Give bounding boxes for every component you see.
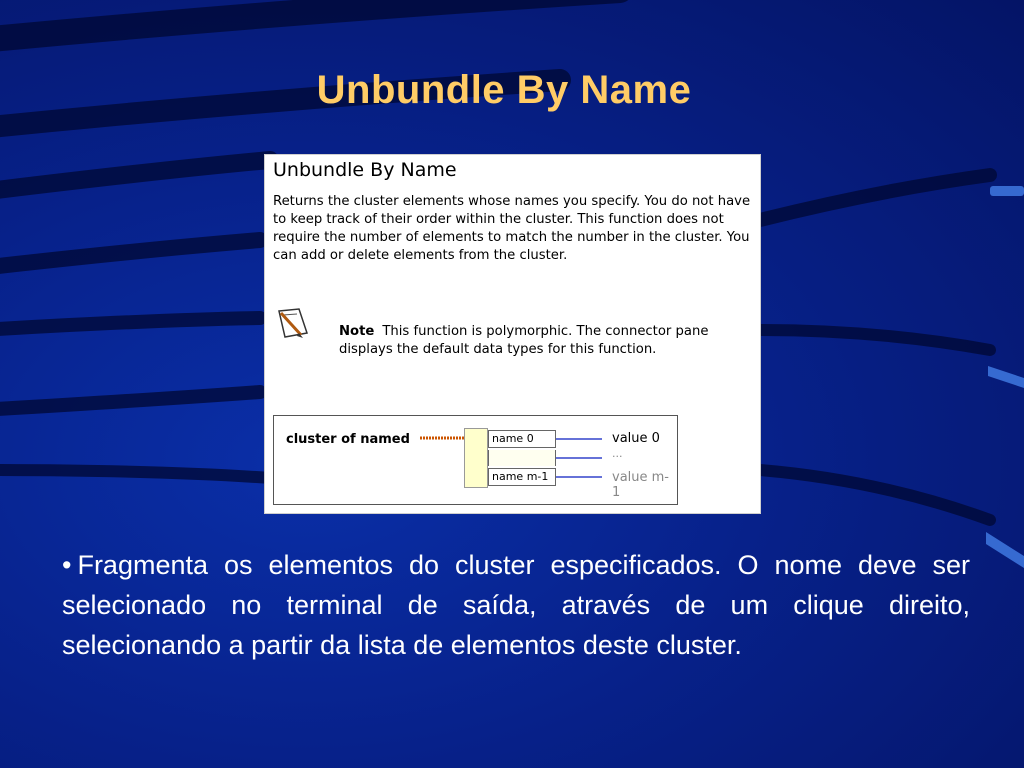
help-title: Unbundle By Name (273, 159, 457, 181)
note-text: This function is polymorphic. The connector pane displays the default data types for this function. (339, 324, 709, 357)
help-description: Returns the cluster elements whose names you specify. You do not have to keep track of their order within the cluster. This function does not require the number of elements to match the number in the cluster. You can add or delete elements from the cluster. (273, 194, 751, 263)
name-terminal-middle (488, 450, 556, 466)
note-block (339, 323, 759, 359)
bullet-mark: • (62, 550, 72, 580)
bullet-paragraph (62, 545, 970, 665)
output-wires (556, 428, 606, 488)
output-label-last: value m-1 (612, 470, 669, 500)
slide-title: Unbundle By Name (316, 68, 692, 112)
name-terminal-first: name 0 (488, 430, 556, 448)
bullet-text: Fragmenta os elementos do cluster especificados. O nome deve ser selecionado no terminal de saída, através de um clique direito, selecionando a partir da lista de elementos deste cluster. (62, 550, 970, 660)
help-panel (264, 154, 761, 514)
input-terminal-label: cluster of named (286, 432, 410, 447)
unbundle-node (464, 428, 488, 488)
connector-diagram (273, 415, 678, 505)
output-ellipsis: ... (612, 447, 623, 460)
output-label-first: value 0 (612, 431, 660, 446)
note-icon (275, 305, 311, 341)
name-terminal-last: name m-1 (488, 468, 556, 486)
note-label: Note (339, 324, 375, 339)
